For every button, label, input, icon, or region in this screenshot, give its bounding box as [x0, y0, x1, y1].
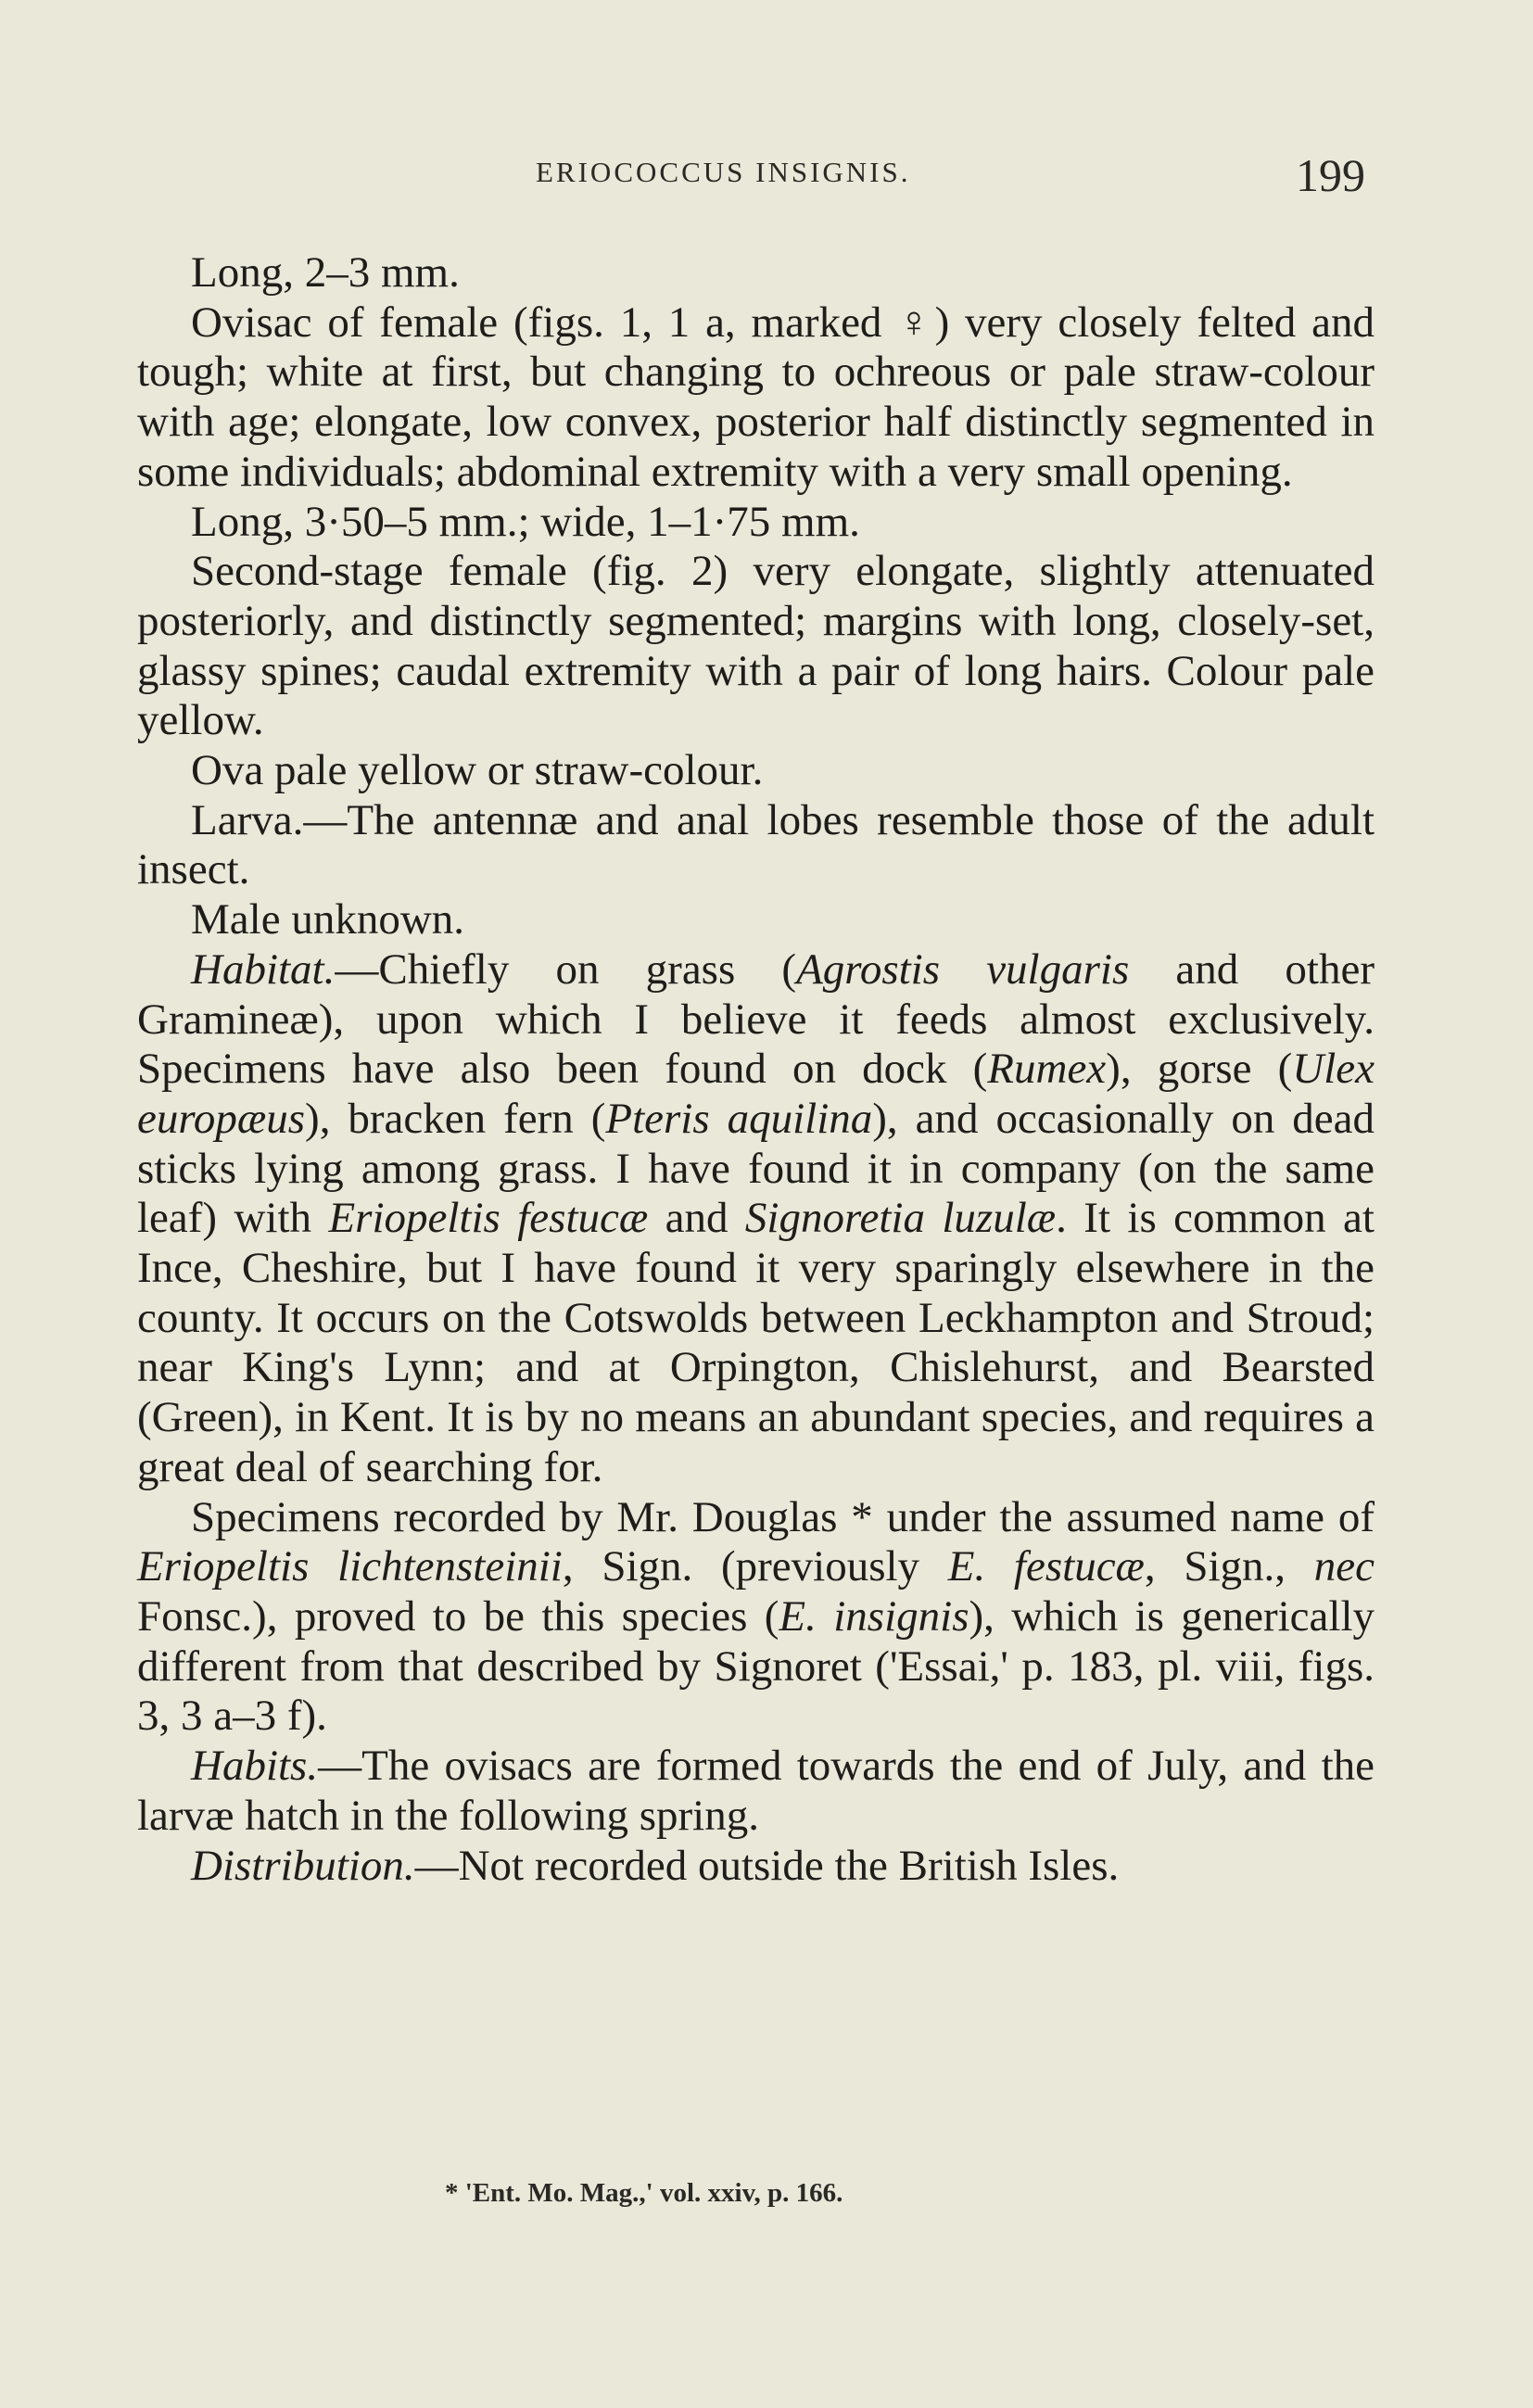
- body-text: [137, 248, 1375, 1891]
- footnote: * 'Ent. Mo. Mag.,' vol. xxiv, p. 166.: [445, 2178, 843, 2208]
- paragraph-ovisac-size: Long, 3·50–5 mm.; wide, 1–1·75 mm.: [191, 497, 860, 546]
- paragraph-habitat: Habitat.—Chiefly on grass (Agrostis vulgaris and other Gramineæ), upon which I believe it feeds almost exclusively. Specimens have also been found on dock (Rumex), gorse (Ulex europæus), bracken fern (Pteris aquilina), and occasionally on dead sticks lying among grass. I have found it in company (on the same leaf) with Eriopeltis festucæ and Signoretia luzulæ. It is common at Ince, Cheshire, but I have found it very sparingly elsewhere in the county. It occurs on the Cotswolds between Leckhampton and Stroud; near King's Lynn; and at Orpington, Chislehurst, and Bearsted (Green), in Kent. It is by no means an abundant species, and requires a great deal of searching for.: [137, 944, 1375, 1491]
- paragraph-ova: Ova pale yellow or straw-colour.: [191, 746, 764, 795]
- paragraph-ovisac: Ovisac of female (figs. 1, 1 a, marked ♀) very closely felted and tough; white at first, but changing to ochreous or pale straw-colour with age; elongate, low convex, posterior half distinctly segmented in some individuals; abdominal extremity with a very small opening.: [137, 298, 1375, 496]
- page-number: 199: [1296, 149, 1365, 201]
- paragraph-habits: Habits.—The ovisacs are formed towards the end of July, and the larvæ hatch in the following spring.: [137, 1742, 1375, 1840]
- paragraph-male: Male unknown.: [191, 895, 465, 944]
- paragraph-second-stage: Second-stage female (fig. 2) very elongate, slightly attenuated posteriorly, and distinctly segmented; margins with long, closely-set, glassy spines; caudal extremity with a pair of long hairs. Colour pale yellow.: [137, 547, 1375, 745]
- paragraph-distribution: Distribution.—Not recorded outside the British Isles.: [191, 1841, 1120, 1890]
- paragraph-length: Long, 2–3 mm.: [191, 248, 460, 297]
- paragraph-larva: Larva.—The antennæ and anal lobes resemble those of the adult insect.: [137, 795, 1375, 894]
- running-head: ERIOCOCCUS INSIGNIS.: [536, 156, 911, 188]
- paragraph-specimens: Specimens recorded by Mr. Douglas * under the assumed name of Eriopeltis lichtensteinii, Sign. (previously E. festucæ, Sign., nec Fonsc.), proved to be this species (E. insignis), which is generically different from that described by Signoret ('Essai,' p. 183, pl. viii, figs. 3, 3 a–3 f).: [137, 1492, 1375, 1741]
